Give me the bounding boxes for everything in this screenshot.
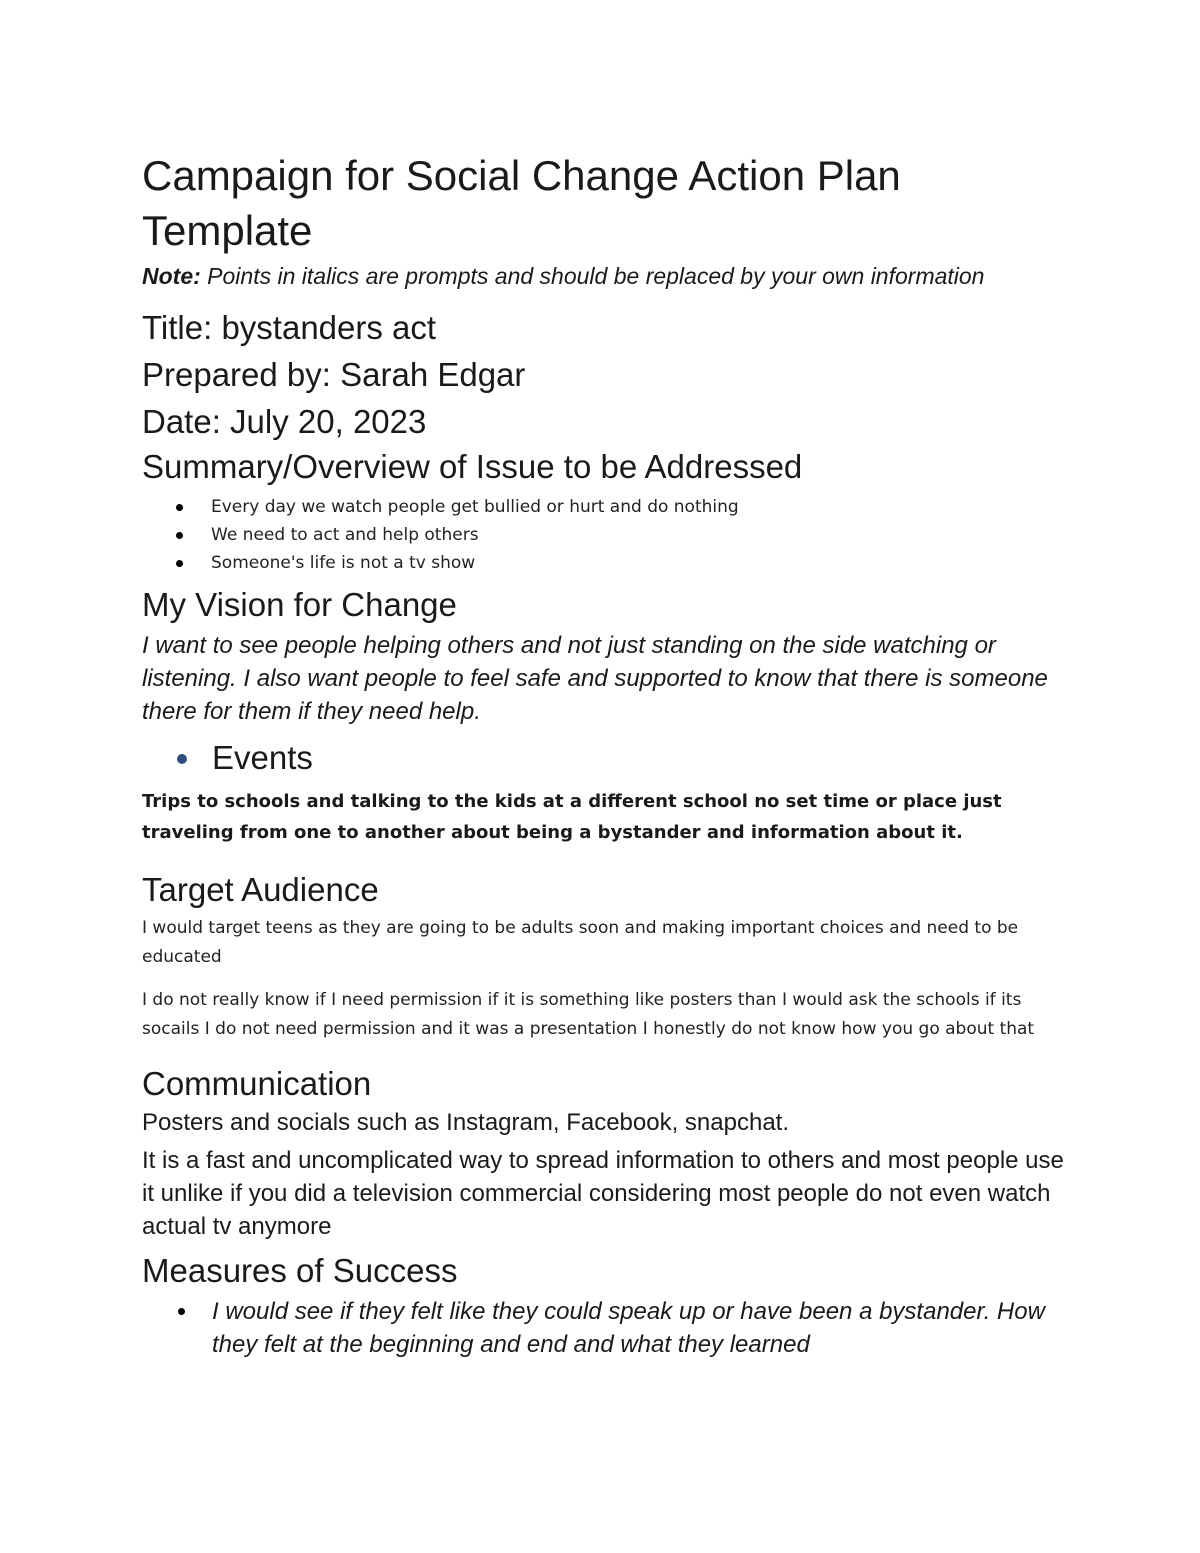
measures-item-text: I would see if they felt like they could speak up or have been a bystander. How they felt at the beginning and end and what they learned <box>212 1298 1045 1358</box>
bullet-icon <box>176 532 183 539</box>
document-title: Campaign for Social Change Action Plan Template <box>142 152 901 254</box>
summary-item-text: Someone's life is not a tv show <box>211 553 476 573</box>
communication-paragraph: It is a fast and uncomplicated way to spread information to others and most people use it unlike if you did a television commercial considering most people do not even watch actual tv anymore <box>142 1147 1064 1240</box>
events-heading-row <box>142 736 1072 780</box>
bullet-icon <box>178 1308 185 1315</box>
measures-heading: Measures of Success <box>142 1252 458 1289</box>
bullet-icon <box>176 560 183 567</box>
communication-paragraph: Posters and socials such as Instagram, Facebook, snapchat. <box>142 1109 790 1136</box>
audience-paragraph: I do not really know if I need permission if it is something like posters than I would ask the schools if its socails I do not need permission and it was a presentation I honestly do not know how you go about that <box>142 990 1035 1039</box>
campaign-title: Title: bystanders act <box>142 309 437 346</box>
prepared-by: Prepared by: Sarah Edgar <box>142 356 526 393</box>
bullet-icon <box>177 754 187 764</box>
events-heading: Events <box>212 739 313 776</box>
document-date: Date: July 20, 2023 <box>142 403 427 440</box>
list-item <box>142 493 1072 521</box>
audience-heading: Target Audience <box>142 871 379 908</box>
summary-item-text: We need to act and help others <box>211 525 479 545</box>
list-item <box>142 521 1072 549</box>
list-item <box>142 1295 1072 1361</box>
summary-heading: Summary/Overview of Issue to be Addressed <box>142 448 803 485</box>
measures-list <box>142 1295 1072 1361</box>
bullet-icon <box>176 504 183 511</box>
events-text: Trips to schools and talking to the kids at a different school no set time or place just traveling from one to another about being a bystander and information about it. <box>142 791 1002 843</box>
summary-item-text: Every day we watch people get bullied or hurt and do nothing <box>211 497 739 517</box>
note-paragraph <box>142 260 1072 292</box>
list-item <box>142 549 1072 577</box>
document-page <box>142 148 1072 1361</box>
communication-heading: Communication <box>142 1065 372 1102</box>
audience-paragraph: I would target teens as they are going to be adults soon and making important choices and need to be educated <box>142 918 1019 967</box>
note-text: Points in italics are prompts and should be replaced by your own information <box>200 263 985 289</box>
note-label: Note: <box>142 263 201 289</box>
vision-heading: My Vision for Change <box>142 586 457 623</box>
vision-text: I want to see people helping others and not just standing on the side watching or listening. I also want people to feel safe and supported to know that there is someone there for them if they need help. <box>142 632 1048 725</box>
summary-list <box>142 493 1072 577</box>
